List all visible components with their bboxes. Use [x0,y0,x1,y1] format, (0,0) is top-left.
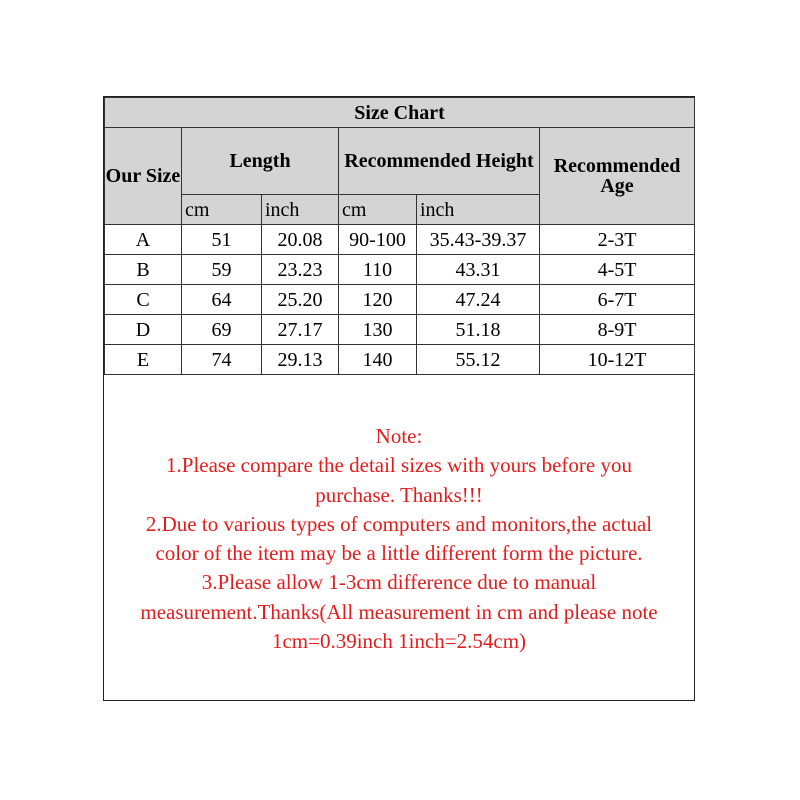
note-block [104,422,694,656]
header-length: Length [182,128,339,195]
age-cell: 8-9T [540,315,695,345]
table-row [105,345,695,375]
note-line: Note: [375,424,423,448]
table-row [105,315,695,345]
age-cell: 6-7T [540,285,695,315]
height-inch-cell: 47.24 [417,285,540,315]
length-cm-cell: 74 [182,345,262,375]
length-cm-cell: 51 [182,225,262,255]
length-inch-cell: 25.20 [262,285,339,315]
age-cell: 4-5T [540,255,695,285]
note-line: 2.Due to various types of computers and monitors,the actual [145,511,653,536]
length-inch-cell: 20.08 [262,225,339,255]
length-cm-cell: 69 [182,315,262,345]
header-recommended-age: Recommended Age [540,128,695,225]
note-line: measurement.Thanks(All measurement in cm and please note [140,599,658,624]
size-cell: D [105,315,182,345]
size-cell: B [105,255,182,285]
length-cm-cell: 64 [182,285,262,315]
height-cm-cell: 130 [339,315,417,345]
note-line: 1.Please compare the detail sizes with yours before you [166,453,632,478]
height-cm-cell: 90-100 [339,225,417,255]
size-cell: A [105,225,182,255]
height-inch-cell: 51.18 [417,315,540,345]
size-chart [103,96,695,701]
header-height-cm: cm [339,195,417,225]
table-row [105,255,695,285]
age-cell: 2-3T [540,225,695,255]
size-cell: C [105,285,182,315]
note-line: color of the item may be a little different form the picture. [155,541,643,566]
height-cm-cell: 120 [339,285,417,315]
size-cell: E [105,345,182,375]
header-recommended-height: Recommended Height [339,128,540,195]
header-length-inch: inch [262,195,339,225]
size-table [104,97,695,375]
length-inch-cell: 27.17 [262,315,339,345]
table-title: Size Chart [105,98,695,128]
note-line: 1cm=0.39inch 1inch=2.54cm) [271,629,527,654]
header-length-cm: cm [182,195,262,225]
height-cm-cell: 110 [339,255,417,285]
header-our-size: Our Size [105,128,182,225]
header-height-inch: inch [417,195,540,225]
note-line: 3.Please allow 1-3cm difference due to manual [201,570,597,595]
height-inch-cell: 35.43-39.37 [417,225,540,255]
length-cm-cell: 59 [182,255,262,285]
height-inch-cell: 43.31 [417,255,540,285]
table-row [105,225,695,255]
length-inch-cell: 29.13 [262,345,339,375]
age-cell: 10-12T [540,345,695,375]
height-inch-cell: 55.12 [417,345,540,375]
table-row [105,285,695,315]
note-line: purchase. Thanks!!! [315,482,483,507]
height-cm-cell: 140 [339,345,417,375]
length-inch-cell: 23.23 [262,255,339,285]
